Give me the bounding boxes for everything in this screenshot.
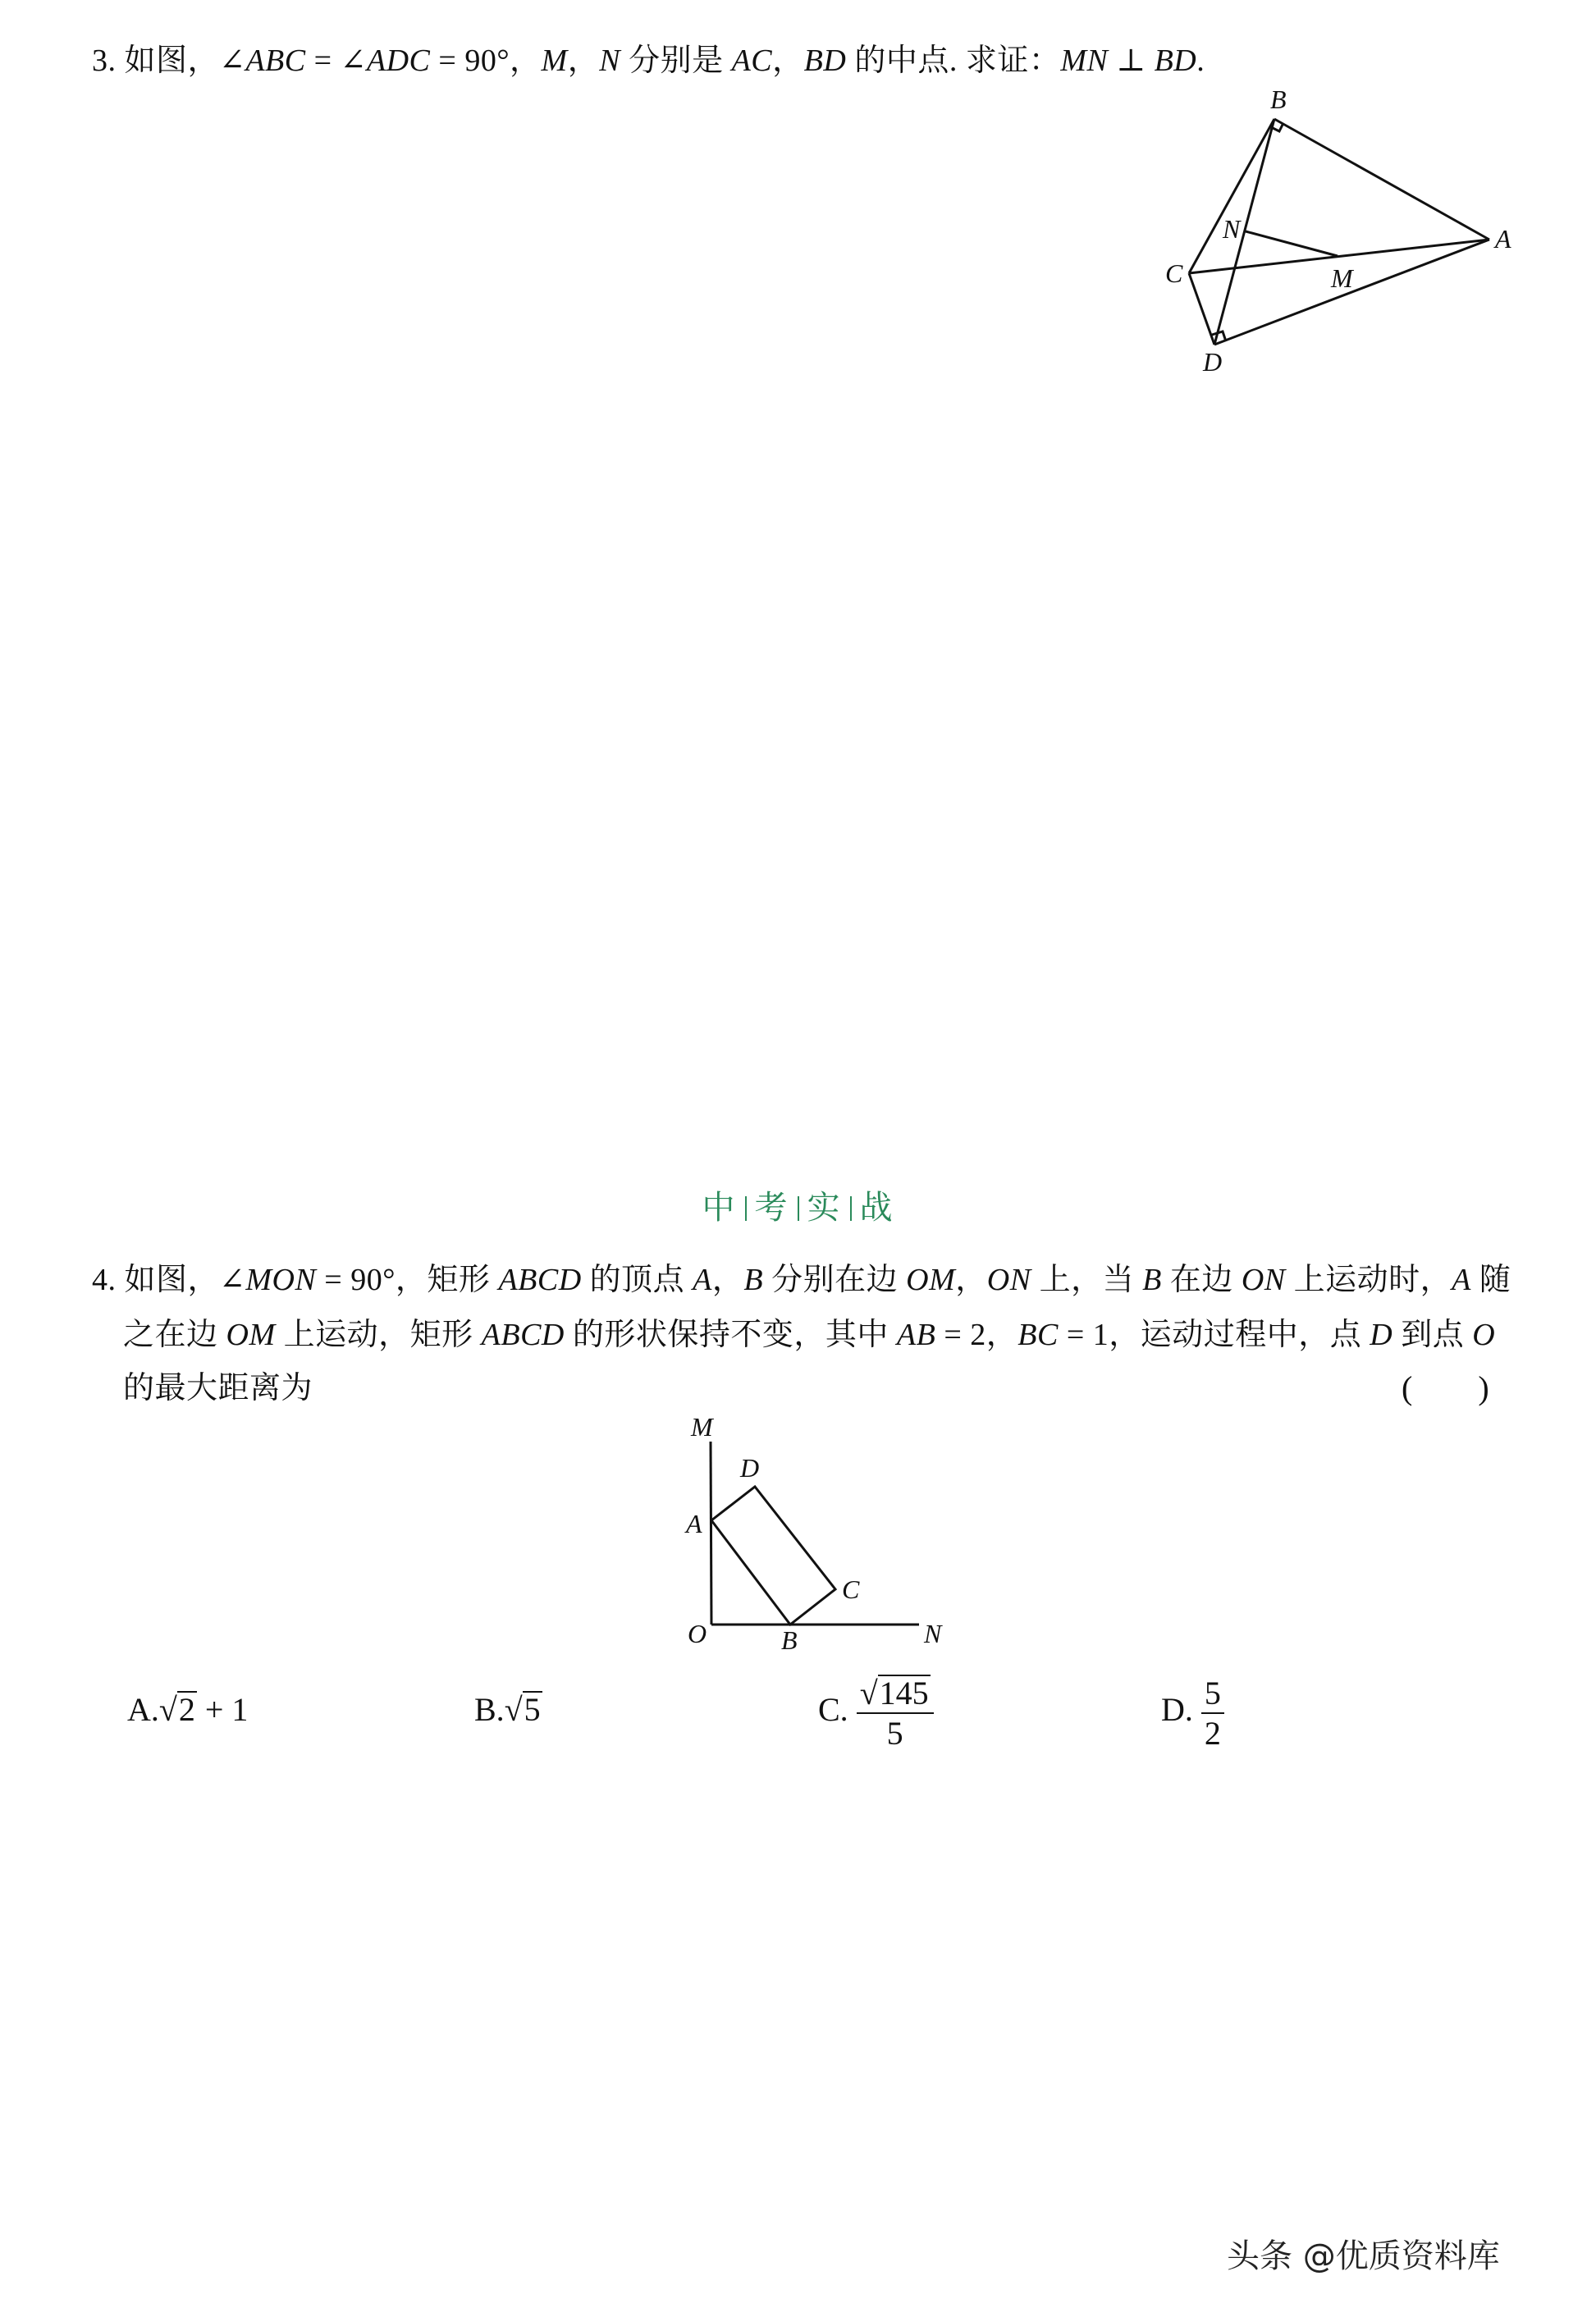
problem-4-line-3: 的最大距离为 [123,1371,313,1405]
separator [798,1196,799,1221]
sqrt-symbol: √ [859,1675,878,1712]
section-title: 中 考 实 战 [702,1189,894,1226]
label-b: B [1270,85,1287,114]
problem-4-line-1: 4. 如图，∠MON = 90°，矩形 ABCD 的顶点 A，B 分别在边 OM，ON 上，当 B 在边 ON 上运动时，A 随 [92,1263,1511,1297]
watermark: 头条 @优质资料库 [1227,2237,1500,2275]
separator [850,1196,852,1221]
problem-4-line-2: 之在边 OM 上运动，矩形 ABCD 的形状保持不变，其中 AB = 2，BC = 1，运动过程中，点 D 到点 O [123,1318,1496,1352]
label-b: B [781,1625,798,1655]
label-n: N [924,1619,942,1648]
choice-b[interactable]: B.√5 [474,1691,541,1728]
choice-c[interactable]: C. $\frac{√145}{5}$ [818,1674,934,1753]
label-n: N [1223,214,1241,244]
fraction: $\frac{√145}{5}$ [857,1674,934,1753]
label-m: M [691,1412,713,1442]
problem-number: 4. [92,1263,117,1297]
sqrt-symbol: √ [504,1691,523,1728]
label-c: C [1165,258,1183,288]
problem-4-figure [656,1411,1149,1674]
label-a: A [686,1509,702,1538]
sqrt-symbol: √ [158,1691,177,1728]
problem-3-statement: 3. 如图，∠ABC = ∠ADC = 90°，M，N 分别是 AC，BD 的中点. 求证：MN ⊥ BD. [92,43,1205,78]
choice-a[interactable]: A.√2 + 1 [127,1691,249,1728]
label-m: M [1331,263,1353,293]
label-d: D [1203,347,1223,377]
choice-d[interactable]: D. $\frac{5}{2}$ [1161,1674,1224,1753]
label-a: A [1495,224,1511,254]
separator [745,1196,747,1221]
problem-3-figure [0,0,1596,410]
answer-blank: ( ) [1402,1369,1489,1406]
fraction: $\frac{5}{2}$ [1201,1674,1224,1753]
label-c: C [842,1574,860,1604]
label-o: O [688,1619,707,1648]
problem-number: 3. [92,43,117,78]
label-d: D [740,1453,760,1483]
